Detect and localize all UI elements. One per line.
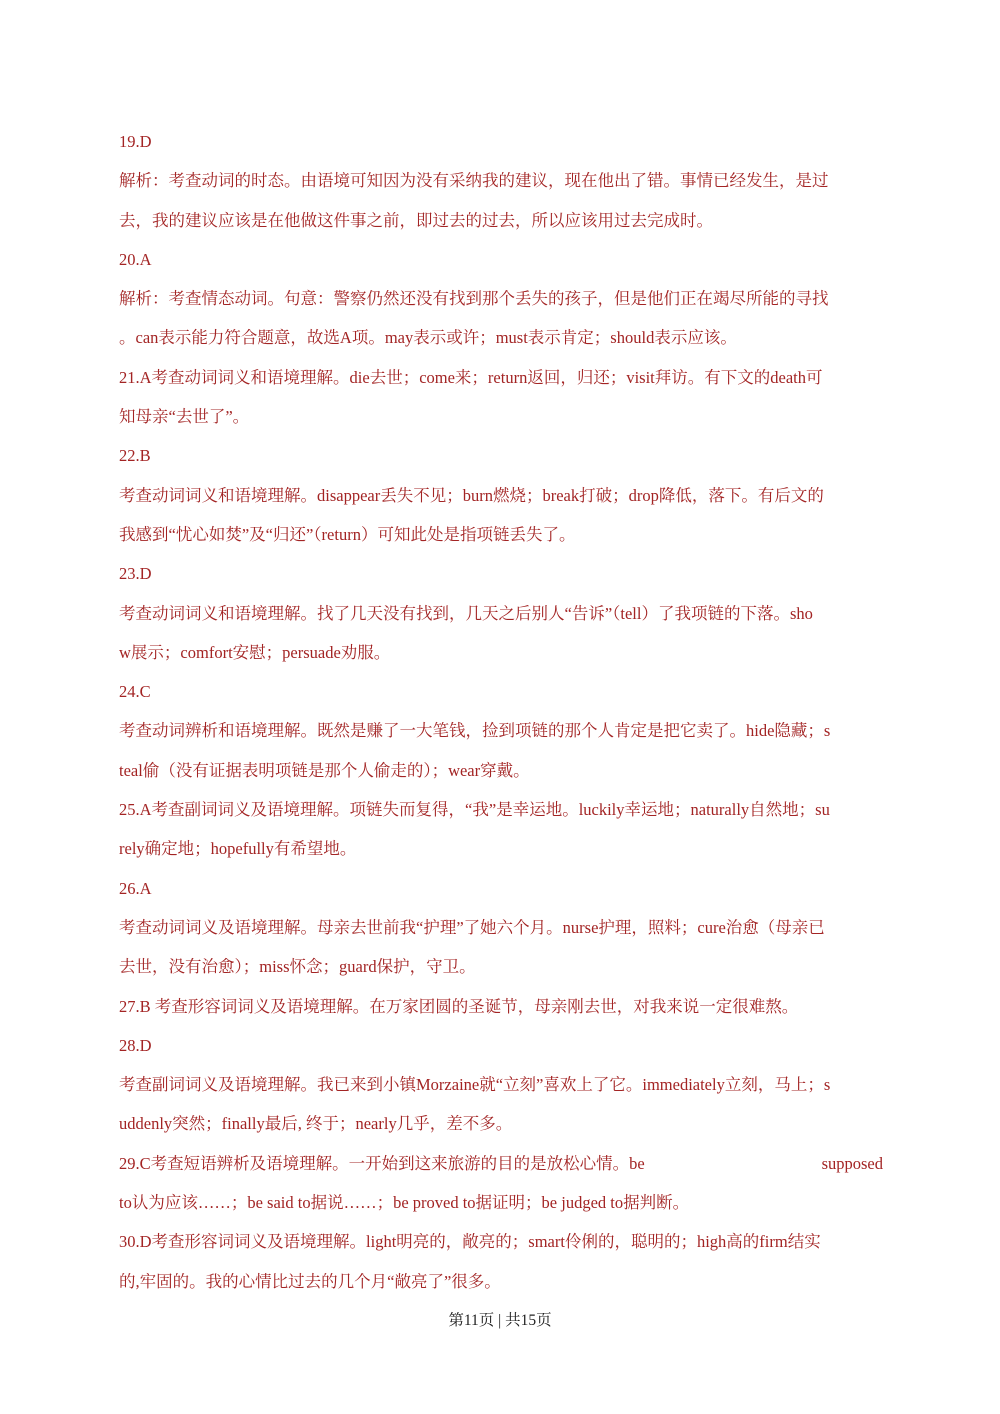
explanation-fragment: 29.C考查短语辨析及语境理解。一开始到这来旅游的目的是放松心情。be [119, 1153, 645, 1173]
explanation-line: 考查副词词义及语境理解。我已来到小镇Morzaine就“立刻”喜欢上了它。immediately立刻，马上；s [119, 1075, 831, 1095]
explanation-fragment: supposed [821, 1153, 883, 1173]
answer-heading: 23.D [119, 564, 152, 584]
answer-heading: 26.A [119, 878, 152, 898]
explanation-line: to认为应该……；be said to据说……；be proved to据证明；be judged to据判断。 [119, 1193, 690, 1213]
explanation-line: 考查动词词义和语境理解。disappear丢失不见；burn燃烧；break打破；drop降低，落下。有后文的 [119, 485, 824, 505]
explanation-line: 解析：考查动词的时态。由语境可知因为没有采纳我的建议，现在他出了错。事情已经发生，是过 [119, 171, 829, 191]
answer-heading: 19.D [119, 132, 152, 151]
answer-heading: 24.C [119, 682, 151, 702]
explanation-line: 我感到“忧心如焚”及“归还”（return）可知此处是指项链丢失了。 [119, 524, 576, 544]
explanation-line: 知母亲“去世了”。 [119, 407, 250, 427]
explanation-line: 去世，没有治愈）；miss怀念；guard保护，守卫。 [119, 957, 476, 977]
explanation-line: 去，我的建议应该是在他做这件事之前，即过去的过去，所以应该用过去完成时。 [119, 210, 713, 230]
explanation-line: 考查动词词义和语境理解。找了几天没有找到，几天之后别人“告诉”（tell）了我项链的下落。sho [119, 603, 813, 623]
answer-explanations [119, 122, 883, 1301]
explanation-line: 的,牢固的。我的心情比过去的几个月“敞亮了”很多。 [119, 1271, 501, 1291]
explanation-line: teal偷（没有证据表明项链是那个人偷走的）；wear穿戴。 [119, 760, 530, 780]
explanation-line: rely确定地；hopefully有希望地。 [119, 839, 357, 859]
explanation-line: 。can表示能力符合题意，故选A项。may表示或许；must表示肯定；should表示应该。 [119, 328, 737, 348]
explanation-line: uddenly突然；finally最后, 终于；nearly几乎，差不多。 [119, 1114, 513, 1134]
explanation-line: 30.D考查形容词词义及语境理解。light明亮的，敞亮的；smart伶俐的，聪明的；high高的firm结实 [119, 1232, 821, 1252]
answer-heading: 22.B [119, 446, 151, 466]
explanation-line: w展示；comfort安慰；persuade劝服。 [119, 642, 391, 662]
explanation-line-justified [119, 1144, 883, 1183]
explanation-line: 21.A考查动词词义和语境理解。die去世；come来；return返回，归还；visit拜访。有下文的death可 [119, 367, 823, 387]
explanation-line: 25.A考查副词词义及语境理解。项链失而复得，“我”是幸运地。luckily幸运地；naturally自然地；su [119, 800, 830, 820]
answer-heading: 28.D [119, 1035, 152, 1055]
page-footer: 第11页 | 共15页 [448, 1312, 552, 1329]
explanation-line: 考查动词辨析和语境理解。既然是赚了一大笔钱，捡到项链的那个人肯定是把它卖了。hide隐藏；s [119, 721, 831, 741]
explanation-line: 解析：考查情态动词。句意：警察仍然还没有找到那个丢失的孩子，但是他们正在竭尽所能的寻找 [119, 289, 829, 309]
answer-heading: 20.A [119, 249, 152, 269]
explanation-line: 27.B 考查形容词词义及语境理解。在万家团圆的圣诞节，母亲刚去世，对我来说一定很难熬。 [119, 996, 799, 1016]
explanation-line: 考查动词词义及语境理解。母亲去世前我“护理”了她六个月。nurse护理，照料；cure治愈（母亲已 [119, 917, 825, 937]
